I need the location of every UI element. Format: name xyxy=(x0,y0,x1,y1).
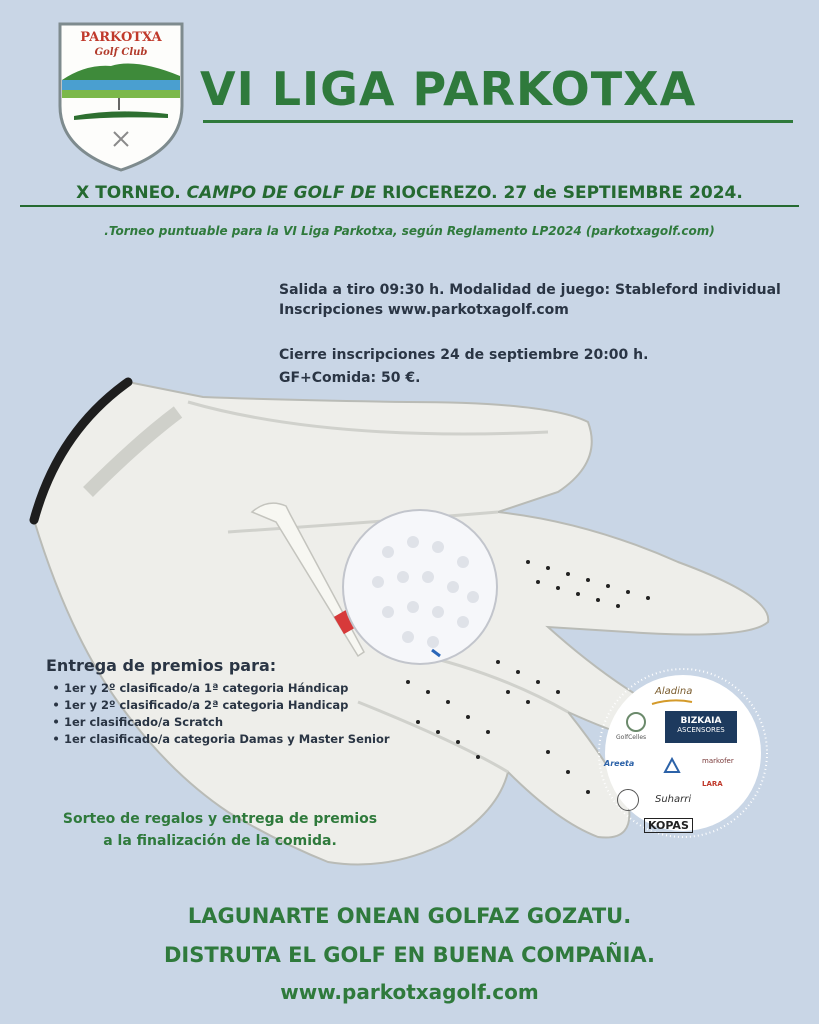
raffle-line-2: a la finalización de la comida. xyxy=(103,833,337,849)
title-underline xyxy=(203,120,793,123)
raffle-note xyxy=(20,808,420,852)
subtitle-part2: CAMPO DE GOLF DE xyxy=(186,183,377,203)
prize-item: • 1er clasificado/a categoria Damas y Master Senior xyxy=(48,731,390,748)
prize-item: • 1er y 2º clasificado/a 1ª categoria Hándicap xyxy=(48,680,390,697)
info-line-price: GF+Comida: 50 €. xyxy=(279,370,421,386)
info-line-start: Salida a tiro 09:30 h. Modalidad de juego: Stableford individual xyxy=(279,282,781,298)
prize-item: • 1er clasificado/a Scratch xyxy=(48,714,390,731)
subtitle-underline xyxy=(20,205,799,207)
ranking-note: .Torneo puntuable para la VI Liga Parkotxa, según Reglamento LP2024 (parkotxagolf.com) xyxy=(104,224,715,238)
sponsor-ascensores: ASCENSORES xyxy=(677,726,725,734)
aladina-swoosh-icon xyxy=(650,698,694,706)
sponsor-kopas: KOPAS xyxy=(644,818,693,833)
mountain-logo-icon xyxy=(663,756,681,774)
sponsor-aladina: Aladina xyxy=(655,686,693,697)
prizes-list xyxy=(48,680,390,748)
prize-item: • 1er y 2º clasificado/a 2ª categoria Handicap xyxy=(48,697,390,714)
sponsor-areeta: Areeta xyxy=(604,759,635,768)
subtitle-part3: RIOCEREZO. 27 de SEPTIEMBRE 2024. xyxy=(376,183,743,203)
footer-url[interactable]: www.parkotxagolf.com xyxy=(280,980,539,1004)
bg-logo-icon xyxy=(617,789,639,811)
tournament-subtitle xyxy=(0,183,819,203)
subtitle-part1: X TORNEO. xyxy=(76,183,187,203)
footer-line-2: DISTRUTA EL GOLF EN BUENA COMPAÑIA. xyxy=(164,943,655,967)
info-line-deadline: Cierre inscripciones 24 de septiembre 20:00 h. xyxy=(279,347,649,363)
footer-line-1: LAGUNARTE ONEAN GOLFAZ GOZATU. xyxy=(187,904,632,928)
logo-subtitle: Golf Club xyxy=(94,47,148,58)
golfcelles-logo-icon xyxy=(626,712,646,732)
sponsor-bizkaia: BIZKAIA xyxy=(680,716,722,726)
info-line-registration: Inscripciones www.parkotxagolf.com xyxy=(279,302,569,318)
page-title: VI LIGA PARKOTXA xyxy=(200,62,697,116)
sponsor-suharri: Suharri xyxy=(655,794,692,805)
sponsor-lara: LARA xyxy=(702,780,723,788)
logo-name: PARKOTXA xyxy=(80,30,162,45)
sponsor-markofer: markofer xyxy=(702,757,734,765)
raffle-line-1: Sorteo de regalos y entrega de premios xyxy=(62,811,378,827)
prizes-heading: Entrega de premios para: xyxy=(46,656,277,675)
sponsor-golfcelles: GolfCelles xyxy=(616,734,647,741)
bizkaia-ascensores-logo xyxy=(665,711,737,743)
